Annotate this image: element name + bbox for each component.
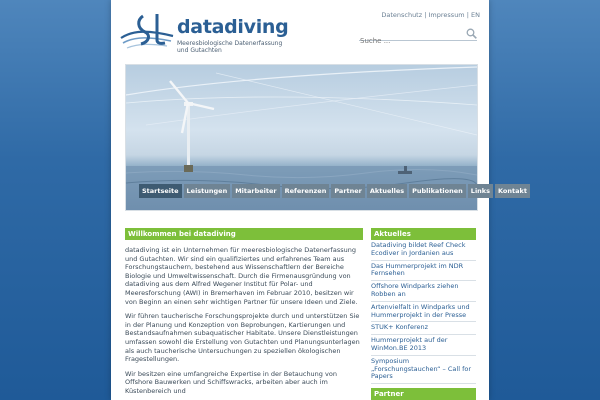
welcome-heading: Willkommen bei datadiving xyxy=(125,228,363,240)
search-box xyxy=(359,28,477,41)
news-heading: Aktuelles xyxy=(371,228,476,240)
nav-item-aktuelles[interactable]: Aktuelles xyxy=(367,184,407,198)
page-container xyxy=(111,0,527,400)
brand-name: datadiving xyxy=(177,16,289,38)
intro-paragraph: datadiving ist ein Unternehmen für meeresbiologische Datenerfassung und Gutachten. Wir sind ein qualifiziertes und erfahrenes Team aus Forschungstauchern, bestehend aus Wissenschaftlern der Bereiche Biologie und Umweltwissenschaft. Durch die Firmenausgründung von datadiving aus dem Alfred Wegener Institut für Polar- und Meeresforschung (AWI) in Bremerhaven im Februar 2010, besitzen wir von Beginn an einen sehr wichtigen Partner für unsere Ideen und Ziele. xyxy=(125,246,358,306)
nav-item-partner[interactable]: Partner xyxy=(331,184,365,198)
nav-item-publikationen[interactable]: Publikationen xyxy=(409,184,466,198)
news-link[interactable]: Das Hummerprojekt im NDR Fernsehen xyxy=(371,261,464,278)
nav-item-links[interactable]: Links xyxy=(468,184,493,198)
news-link[interactable]: Symposium „Forschungstauchen“ – Call for Papers xyxy=(371,356,472,381)
site-logo[interactable] xyxy=(119,12,289,54)
expertise-paragraph: Wir besitzen eine umfangreiche Expertise in der Betauchung von Offshore Bauwerken und Schiffswracks, arbeiten aber auch im Küstenbereich und xyxy=(125,369,337,395)
nav-item-mitarbeiter[interactable]: Mitarbeiter xyxy=(232,184,279,198)
list-item xyxy=(371,240,476,261)
language-link[interactable]: EN xyxy=(471,11,480,19)
list-item xyxy=(371,335,476,356)
list-item xyxy=(371,322,476,335)
diver-logo-icon xyxy=(119,12,175,52)
sidebar xyxy=(371,228,476,400)
main-nav xyxy=(139,184,530,198)
search-input[interactable] xyxy=(359,35,460,47)
separator: | xyxy=(424,11,427,19)
list-item xyxy=(371,281,476,302)
list-item xyxy=(371,261,476,282)
list-item xyxy=(371,356,476,384)
top-links xyxy=(381,11,480,19)
nav-item-referenzen[interactable]: Referenzen xyxy=(282,184,330,198)
services-paragraph: Wir führen taucherische Forschungsprojekte durch und unterstützen Sie in der Planung und Konzeption von Beprobungen, Kartierungen und Bestandsaufnahmen subaquatischer Habitate. Unsere Dienstleistungen umfassen sowohl die Erstellung von Gutachten und Planungsunterlagen als auch taucherische Untersuchungen zu speziellen ökologischen Fragestellungen. xyxy=(125,312,360,364)
news-link[interactable]: Hummerprojekt auf der WinMon.BE 2013 xyxy=(371,336,448,352)
news-link[interactable]: Artenvielfalt in Windparks und Hummerprojekt in der Presse xyxy=(371,302,470,319)
privacy-link[interactable]: Datenschutz xyxy=(381,11,423,19)
brand-tagline: Meeresbiologische Datenerfassung und Gutachten xyxy=(177,40,283,54)
partner-heading: Partner xyxy=(371,388,476,400)
news-list xyxy=(371,240,476,384)
news-link[interactable]: Datadiving bildet Reef Check Ecodiver in Jordanien aus xyxy=(371,241,466,257)
nav-item-kontakt[interactable]: Kontakt xyxy=(495,184,530,198)
news-link[interactable]: STUK+ Konferenz xyxy=(371,323,429,332)
main-content xyxy=(125,228,363,396)
header-banner-image xyxy=(125,64,527,211)
imprint-link[interactable]: Impressum xyxy=(428,11,465,19)
search-icon[interactable] xyxy=(466,28,477,39)
separator: | xyxy=(466,11,469,19)
news-link[interactable]: Offshore Windparks ziehen Robben an xyxy=(371,282,459,298)
list-item xyxy=(371,302,476,323)
nav-item-leistungen[interactable]: Leistungen xyxy=(184,184,231,198)
nav-item-startseite[interactable]: Startseite xyxy=(139,184,182,198)
